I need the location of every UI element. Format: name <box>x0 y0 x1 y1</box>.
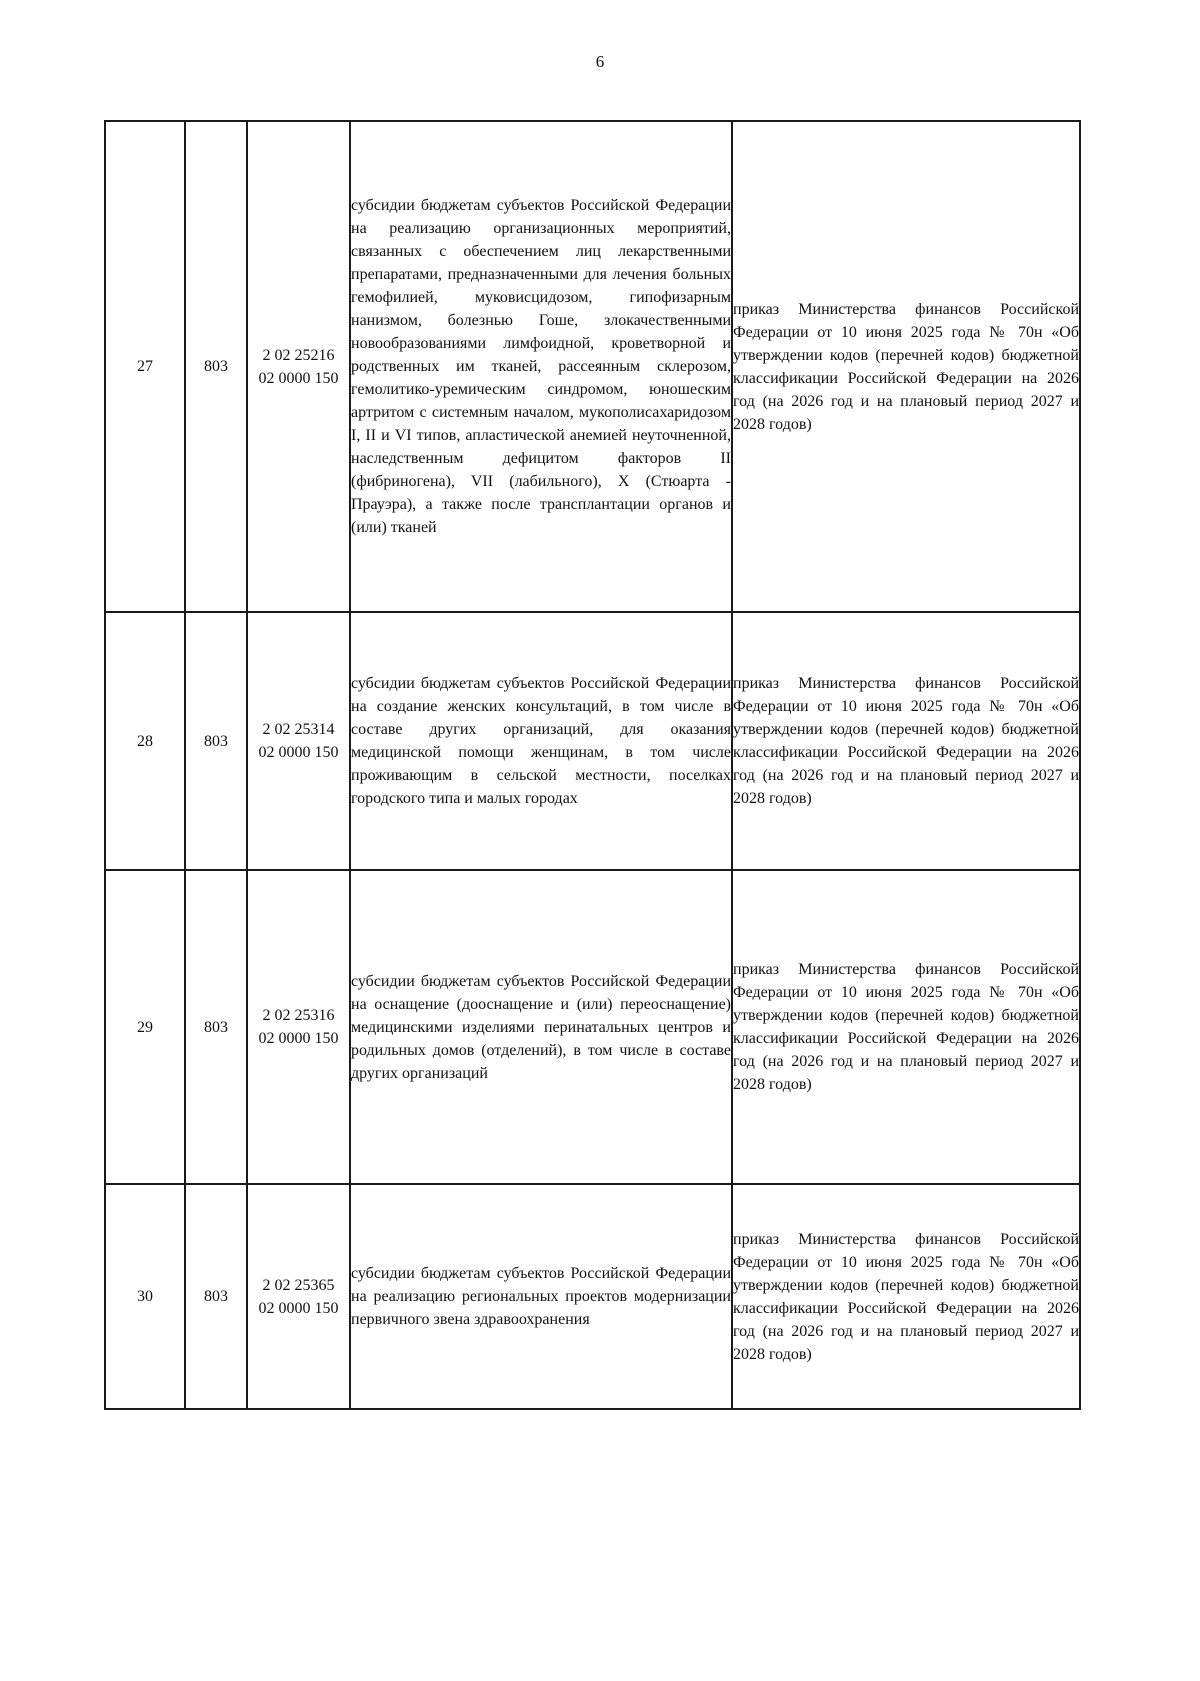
table-row <box>105 1184 1080 1409</box>
budget-code <box>247 121 350 612</box>
row-number: 27 <box>105 121 185 612</box>
income-name: субсидии бюджетам субъектов Российской Федерации на создание женских консультаций, в том числе в составе других организаций, для оказания медицинской помощи женщинам, в том числе проживающим в сельской местности, поселках городского типа и малых городах <box>350 612 732 870</box>
income-name: субсидии бюджетам субъектов Российской Федерации на реализацию региональных проектов модернизации первичного звена здравоохранения <box>350 1184 732 1409</box>
budget-code-line1: 2 02 25216 <box>262 346 335 364</box>
budget-code-line2: 02 0000 150 <box>258 744 339 761</box>
budget-code <box>247 612 350 870</box>
budget-code-line1: 2 02 25365 <box>262 1276 335 1294</box>
admin-code: 803 <box>185 870 247 1184</box>
income-name: субсидии бюджетам субъектов Российской Федерации на оснащение (дооснащение и (или) переоснащение) медицинскими изделиями перинатальных центров и родильных домов (отделений), в том числе в составе других организаций <box>350 870 732 1184</box>
admin-code: 803 <box>185 121 247 612</box>
legal-basis: приказ Министерства финансов Российской Федерации от 10 июня 2025 года № 70н «Об утверждении кодов (перечней кодов) бюджетной классификации Российской Федерации на 2026 год (на 2026 год и на плановый период 2027 и 2028 годов) <box>732 870 1080 1184</box>
budget-code-line2: 02 0000 150 <box>258 1299 339 1317</box>
budget-code-line2: 02 0000 150 <box>258 1030 339 1047</box>
table-row <box>105 870 1080 1184</box>
row-number: 28 <box>105 612 185 870</box>
table-row <box>105 121 1080 612</box>
budget-code <box>247 1184 350 1409</box>
income-name: субсидии бюджетам субъектов Российской Федерации на реализацию организационных мероприятий, связанных с обеспечением лиц лекарственными препаратами, предназначенными для лечения больных гемофилией, муковисцидозом, гипофизарным нанизмом, болезнью Гоше, злокачественными новообразованиями лимфоидной, кроветворной и родственных им тканей, рассеянным склерозом, гемолитико-уремическим синдромом, юношеским артритом с системным началом, мукополисахаридозом I, II и VI типов, апластической анемией неуточненной, наследственным дефицитом факторов II (фибриногена), VII (лабильного), X (Стюарта - Прауэра), а также после трансплантации органов и (или) тканей <box>350 121 732 612</box>
admin-code: 803 <box>185 612 247 870</box>
budget-code <box>247 870 350 1184</box>
budget-codes-table <box>104 120 1081 1410</box>
budget-code-line2: 02 0000 150 <box>258 369 339 387</box>
legal-basis: приказ Министерства финансов Российской Федерации от 10 июня 2025 года № 70н «Об утверждении кодов (перечней кодов) бюджетной классификации Российской Федерации на 2026 год (на 2026 год и на плановый период 2027 и 2028 годов) <box>732 612 1080 870</box>
legal-basis: приказ Министерства финансов Российской Федерации от 10 июня 2025 года № 70н «Об утверждении кодов (перечней кодов) бюджетной классификации Российской Федерации на 2026 год (на 2026 год и на плановый период 2027 и 2028 годов) <box>732 121 1080 612</box>
budget-code-line1: 2 02 25314 <box>262 721 335 738</box>
budget-code-line1: 2 02 25316 <box>262 1007 335 1024</box>
legal-basis: приказ Министерства финансов Российской Федерации от 10 июня 2025 года № 70н «Об утверждении кодов (перечней кодов) бюджетной классификации Российской Федерации на 2026 год (на 2026 год и на плановый период 2027 и 2028 годов) <box>732 1184 1080 1409</box>
page-number: 6 <box>595 52 605 71</box>
table-row <box>105 612 1080 870</box>
admin-code: 803 <box>185 1184 247 1409</box>
row-number: 29 <box>105 870 185 1184</box>
row-number: 30 <box>105 1184 185 1409</box>
